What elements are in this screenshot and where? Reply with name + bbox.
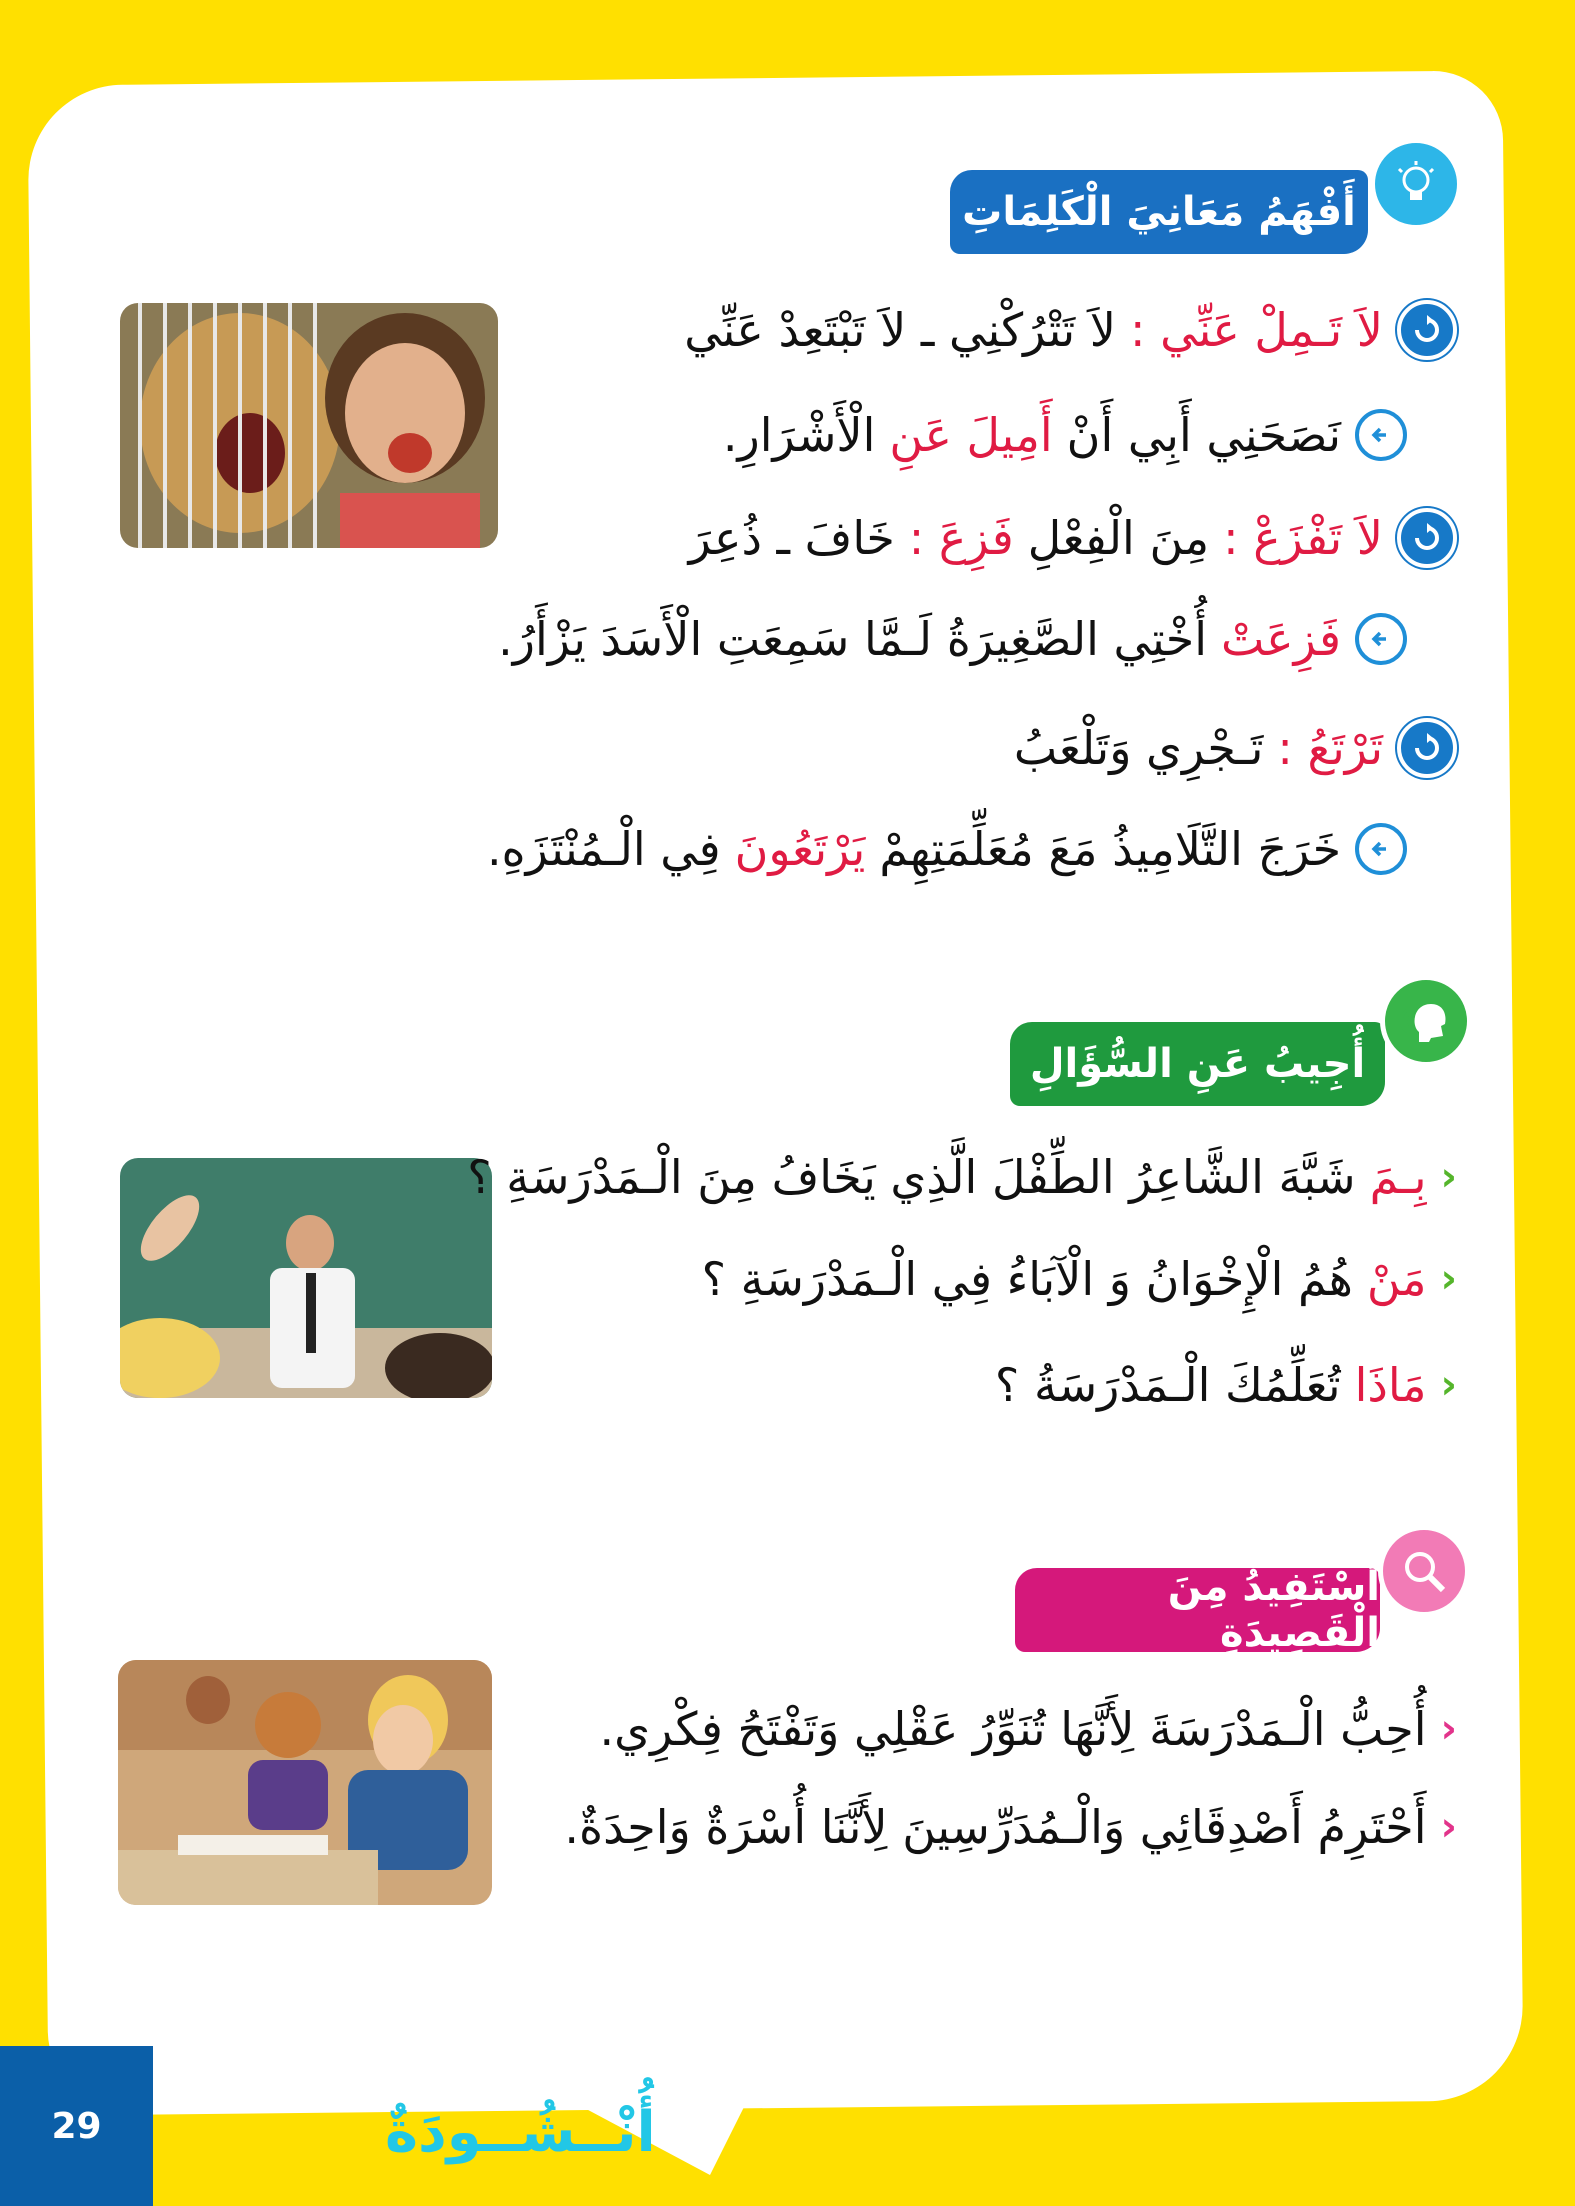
arrow-left-icon xyxy=(1355,409,1407,461)
question-text: شَبَّهَ الشَّاعِرُ الطِّفْلَ الَّذِي يَخَافُ مِنَ الْـمَدْرَسَةِ ؟ xyxy=(467,1150,1356,1204)
vocab-example-1 xyxy=(723,408,1407,462)
vocab-meaning-highlight: فَزِعَ : xyxy=(908,511,1014,565)
vocab-meaning: تَـجْرِي وَتَلْعَبُ xyxy=(1013,721,1264,775)
example-text: فِي الْـمُنْتَزَهِ. xyxy=(486,822,721,876)
repeat-icon xyxy=(1397,718,1457,778)
girl-lion-photo xyxy=(120,303,498,548)
vocab-entry-2 xyxy=(689,508,1457,568)
chevron-left-icon: ‹ xyxy=(1440,1362,1457,1408)
repeat-icon xyxy=(1397,300,1457,360)
question-word: مَنْ xyxy=(1366,1252,1427,1306)
vocab-meaning: خَافَ ـ ذُعِرَ xyxy=(688,511,895,565)
example-text: الْأَشْرَارِ. xyxy=(722,408,876,462)
speaking-head-icon xyxy=(1380,975,1472,1067)
question-2 xyxy=(702,1252,1457,1306)
question-1 xyxy=(467,1150,1457,1204)
chapter-title: أُنْــشُــودَةٌ xyxy=(385,2100,656,2165)
vocab-entry-3 xyxy=(1014,718,1457,778)
arrow-left-icon xyxy=(1355,823,1407,875)
question-text: تُعَلِّمُكَ الْـمَدْرَسَةُ ؟ xyxy=(994,1358,1341,1412)
example-text: نَصَحَنِي أَبِي أَنْ xyxy=(1066,408,1341,462)
magnifier-icon xyxy=(1378,1525,1470,1617)
vocab-word: لاَ تَـمِلْ عَنِّي : xyxy=(1130,303,1383,357)
section-title-lessons: أَسْتَفِيدُ مِنَ الْقَصِيدَةِ xyxy=(1015,1568,1380,1652)
vocab-example-3 xyxy=(487,822,1407,876)
repeat-icon xyxy=(1397,508,1457,568)
chevron-left-icon: ‹ xyxy=(1440,1706,1457,1752)
chevron-left-icon: ‹ xyxy=(1440,1804,1457,1850)
lesson-text: أَحْتَرِمُ أَصْدِقَائِي وَالْـمُدَرِّسِينَ لِأَنَّنَا أُسْرَةٌ وَاحِدَةٌ. xyxy=(564,1800,1427,1854)
chevron-left-icon: ‹ xyxy=(1440,1154,1457,1200)
chevron-left-icon: ‹ xyxy=(1440,1256,1457,1302)
lesson-line-2 xyxy=(564,1800,1457,1854)
vocab-meaning: مِنَ الْفِعْلِ xyxy=(1027,511,1210,565)
vocab-entry-1 xyxy=(684,300,1457,360)
students-classroom-photo xyxy=(118,1660,492,1905)
arrow-left-icon xyxy=(1355,613,1407,665)
vocab-word: تَرْتَعُ : xyxy=(1277,721,1383,775)
question-word: بِـمَ xyxy=(1369,1150,1427,1204)
teacher-classroom-photo xyxy=(120,1158,492,1398)
lightbulb-icon xyxy=(1370,138,1462,230)
example-highlight: فَزِعَتْ xyxy=(1221,612,1341,666)
example-highlight: أَمِيلَ عَنِ xyxy=(889,408,1053,462)
page-number: 29 xyxy=(0,2046,153,2206)
vocab-meaning: لاَ تَتْرُكْنِي ـ لاَ تَبْتَعِدْ عَنِّي xyxy=(684,303,1117,357)
example-text: خَرَجَ التَّلَامِيذُ مَعَ مُعَلِّمَتِهِمْ xyxy=(879,822,1341,876)
question-text: هُمُ الْإِخْوَانُ وَ الْآبَاءُ فِي الْـمَدْرَسَةِ ؟ xyxy=(701,1252,1353,1306)
example-text: أُخْتِي الصَّغِيرَةُ لَـمَّا سَمِعَتِ الْأَسَدَ يَزْأَرُ. xyxy=(498,612,1207,666)
vocab-word: لاَ تَفْزَعْ : xyxy=(1223,511,1383,565)
example-highlight: يَرْتَعُونَ xyxy=(734,822,866,876)
section-title-questions: أُجِيبُ عَنِ السُّؤَالِ xyxy=(1010,1022,1385,1106)
vocab-example-2 xyxy=(498,612,1407,666)
section-title-vocabulary: أَفْهَمُ مَعَانِيَ الْكَلِمَاتِ xyxy=(950,170,1368,254)
question-3 xyxy=(995,1358,1457,1412)
lesson-line-1 xyxy=(600,1702,1458,1756)
lesson-text: أُحِبُّ الْـمَدْرَسَةَ لِأَنَّهَا تُنَوِّرُ عَقْلِي وَتَفْتَحُ فِكْرِي. xyxy=(599,1702,1427,1756)
question-word: مَاذَا xyxy=(1354,1358,1427,1412)
